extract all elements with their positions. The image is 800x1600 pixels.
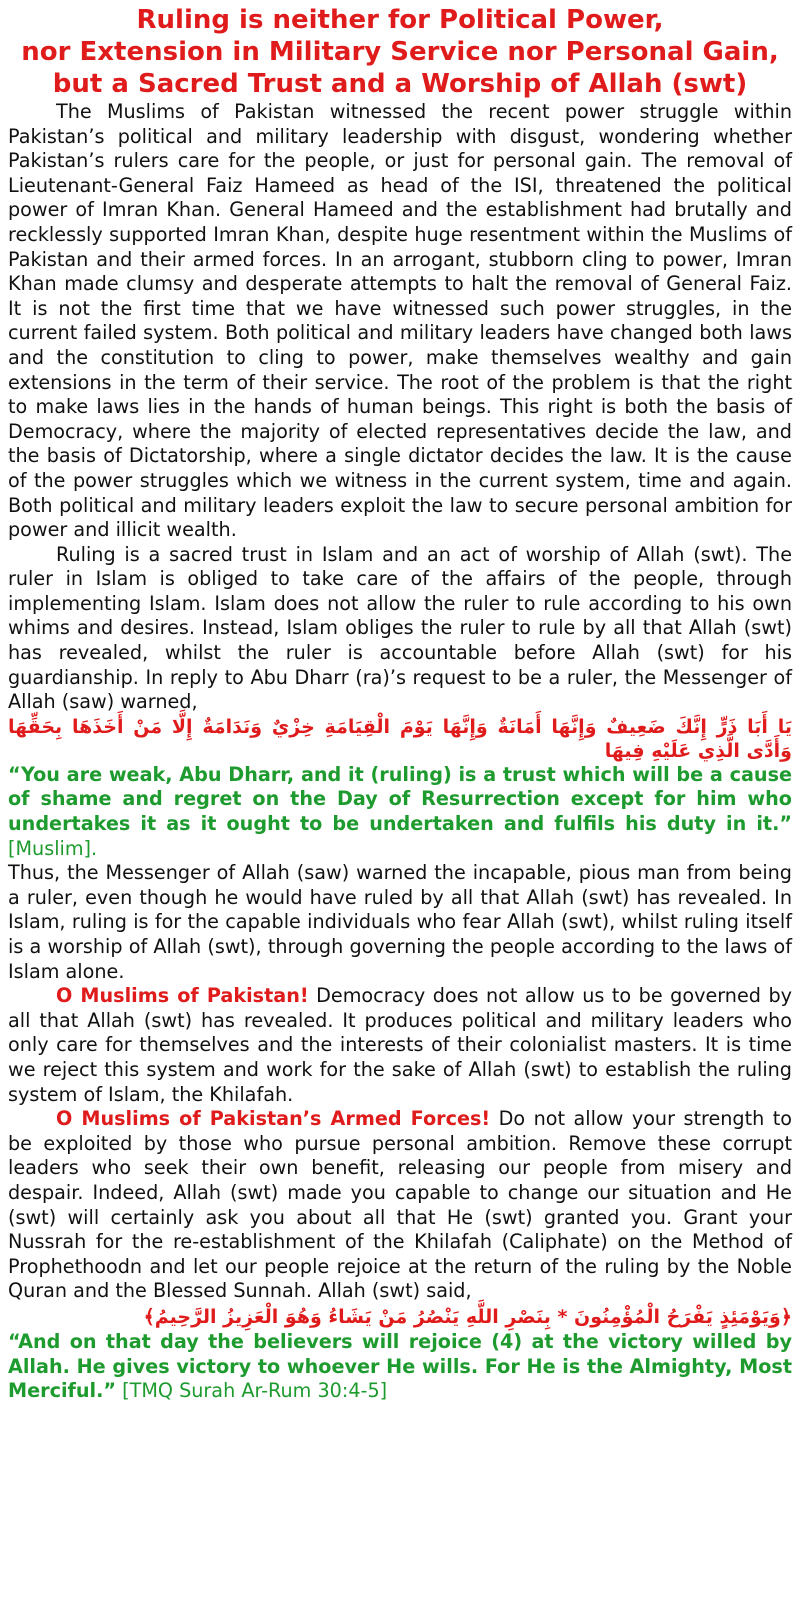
hadith-arabic: يَا أَبَا ذَرٍّ إِنَّكَ ضَعِيفٌ وَإِنَّهَا أَمَانَةٌ وَإِنَّهَا يَوْمَ الْقِيَامَةِ خِزْيٌ وَنَدَامَةٌ إِلَّا مَنْ أَخَذَهَا بِحَقِّهَا وَأَدَّى الَّذِي عَلَيْهِ فِيهَا: [8, 715, 792, 762]
hadith-english: “You are weak, Abu Dharr, and it (ruling) is a trust which will be a cause of shame and regret on the Day of Resurrection except for him who undertakes it as it ought to be undertaken and fulfils his duty in it.”: [8, 762, 792, 836]
page-title: [8, 4, 792, 100]
address-armed-forces: O Muslims of Pakistan’s Armed Forces!: [56, 1107, 491, 1131]
paragraph-armed-forces: [8, 1107, 792, 1304]
title-line-1: Ruling is neither for Political Power,: [136, 5, 664, 35]
paragraph-sacred-trust: Ruling is a sacred trust in Islam and an act of worship of Allah (swt). The ruler in Islam is obliged to take care of the affairs of the people, through implementing Islam. Islam does not allow the ruler to rule according to his own whims and desires. Instead, Islam obliges the ruler to rule by all that Allah (swt) has revealed, whilst the ruler is accountable before Allah (swt) for his guardianship. In reply to Abu Dharr (ra)’s request to be a ruler, the Messenger of Allah (saw) warned,: [8, 542, 792, 714]
hadith-english-block: [8, 763, 792, 861]
paragraph-power-struggle: The Muslims of Pakistan witnessed the recent power struggle within Pakistan’s political and military leadership with disgust, wondering whether Pakistan’s rulers care for the people, or just for personal gain. The removal of Lieutenant-General Faiz Hameed as head of the ISI, threatened the political power of Imran Khan. General Hameed and the establishment had brutally and recklessly supported Imran Khan, despite huge resentment within the Muslims of Pakistan and their armed forces. In an arrogant, stubborn cling to power, Imran Khan made clumsy and desperate attempts to halt the removal of General Faiz. It is not the first time that we have witnessed such power struggles, in the current failed system. Both political and military leaders have changed both laws and the constitution to cling to power, make themselves wealthy and gain extensions in the term of their service. The root of the problem is that the right to make laws lies in the hands of human beings. This right is both the basis of Democracy, where the majority of elected representatives decide the law, and the basis of Dictatorship, where a single dictator decides the law. It is the cause of the power struggles which we witness in the current system, time and again. Both political and military leaders exploit the law to secure personal ambition for power and illicit wealth.: [8, 100, 792, 542]
leaflet-page: [8, 0, 792, 1404]
paragraph-warning: Thus, the Messenger of Allah (saw) warned the incapable, pious man from being a ruler, even though he would have ruled by all that Allah (swt) has revealed. In Islam, ruling is for the capable individuals who fear Allah (swt), whilst ruling itself is a worship of Allah (swt), through governing the people according to the laws of Islam alone.: [8, 861, 792, 983]
paragraph-muslims-of-pakistan: [8, 984, 792, 1107]
verse-english: “And on that day the believers will rejoice (4) at the victory willed by Allah. He gives victory to whoever He wills. For He is the Almighty, Most Merciful.”: [8, 1329, 792, 1403]
title-line-3: but a Sacred Trust and a Worship of Allah (swt): [52, 69, 748, 99]
hadith-citation: [Muslim].: [8, 836, 98, 860]
paragraph-nussrah-text: Do not allow your strength to be exploited by those who pursue personal ambition. Remove these corrupt leaders who seek their own benefit, releasing our people from misery and despair. Indeed, Allah (swt) made you capable to change our situation and He (swt) will certainly ask you about all that He (swt) granted you. Grant your Nussrah for the re-establishment of the Khilafah (Caliphate) on the Method of Prophethoodn and let our people rejoice at the return of the ruling by the Noble Quran and the Blessed Sunnah. Allah (swt) said,: [8, 1107, 793, 1303]
paragraph-democracy-text: Democracy does not allow us to be governed by all that Allah (swt) has revealed. It produces political and military leaders who only care for themselves and the interests of their colonialist masters. It is time we reject this system and work for the sake of Allah (swt) to establish the ruling system of Islam, the Khilafah.: [8, 984, 792, 1106]
title-line-2: nor Extension in Military Service nor Personal Gain,: [21, 37, 779, 67]
address-muslims-of-pakistan: O Muslims of Pakistan!: [56, 984, 309, 1008]
verse-english-block: [8, 1330, 792, 1404]
verse-citation: [TMQ Surah Ar-Rum 30:4-5]: [116, 1379, 388, 1403]
verse-arabic: ﴿وَيَوْمَئِذٍ يَفْرَحُ الْمُؤْمِنُونَ * بِنَصْرِ اللَّهِ يَنْصُرُ مَنْ يَشَاءُ وَهُوَ الْعَزِيزُ الرَّحِيمُ﴾: [143, 1305, 792, 1328]
